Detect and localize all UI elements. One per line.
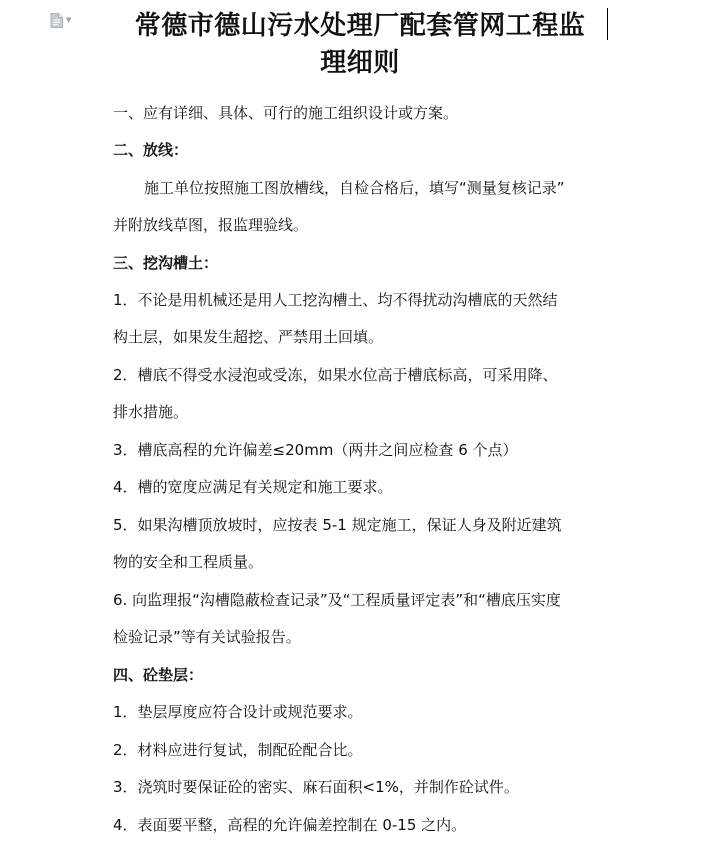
section-heading: 四、砼垫层：	[113, 666, 204, 684]
list-item: 4．槽的宽度应满足有关规定和施工要求。	[113, 478, 393, 496]
paragraph-line: 施工单位按照施工图放槽线，自检合格后，填写“测量复核记录”	[144, 179, 565, 197]
list-item: 1．不论是用机械还是用人工挖沟槽土、均不得扰动沟槽底的天然结	[113, 291, 558, 309]
list-item: 2．槽底不得受水浸泡或受冻，如果水位高于槽底标高，可采用降、	[113, 366, 558, 384]
paragraph-line: 排水措施。	[113, 403, 189, 421]
document-icon	[50, 13, 63, 28]
paragraph-line: 检验记录”等有关试验报告。	[113, 628, 301, 646]
document-title-line2: 理细则	[320, 48, 400, 78]
list-item: 1．垫层厚度应符合设计或规范要求。	[113, 703, 363, 721]
document-menu-button[interactable]	[50, 11, 80, 29]
document-title-line1: 常德市德山污水处理厂配套管网工程监	[134, 11, 586, 41]
list-item: 5．如果沟槽顶放坡时，应按表 5-1 规定施工，保证人身及附近建筑	[113, 516, 562, 534]
chevron-down-icon: ▼	[66, 15, 72, 24]
text-cursor	[607, 8, 608, 40]
section-heading: 一、应有详细、具体、可行的施工组织设计或方案。	[113, 104, 459, 122]
list-item: 3．槽底高程的允许偏差≤20mm（两井之间应检查 6 个点）	[113, 441, 518, 459]
paragraph-line: 物的安全和工程质量。	[113, 553, 264, 571]
paragraph-line: 并附放线草图，报监理验线。	[113, 216, 309, 234]
list-item: 6. 向监理报“沟槽隐蔽检查记录”及“工程质量评定表”和“槽底压实度	[113, 591, 561, 609]
list-item: 3．浇筑时要保证砼的密实、麻石面积<1%，并制作砼试件。	[113, 778, 519, 796]
section-heading: 三、挖沟槽土：	[113, 254, 219, 272]
section-heading: 二、放线：	[113, 141, 189, 159]
list-item: 2．材料应进行复试，制配砼配合比。	[113, 741, 363, 759]
paragraph-line: 构土层，如果发生超挖、严禁用土回填。	[113, 328, 384, 346]
list-item: 4．表面要平整，高程的允许偏差控制在 0-15 之内。	[113, 816, 467, 834]
